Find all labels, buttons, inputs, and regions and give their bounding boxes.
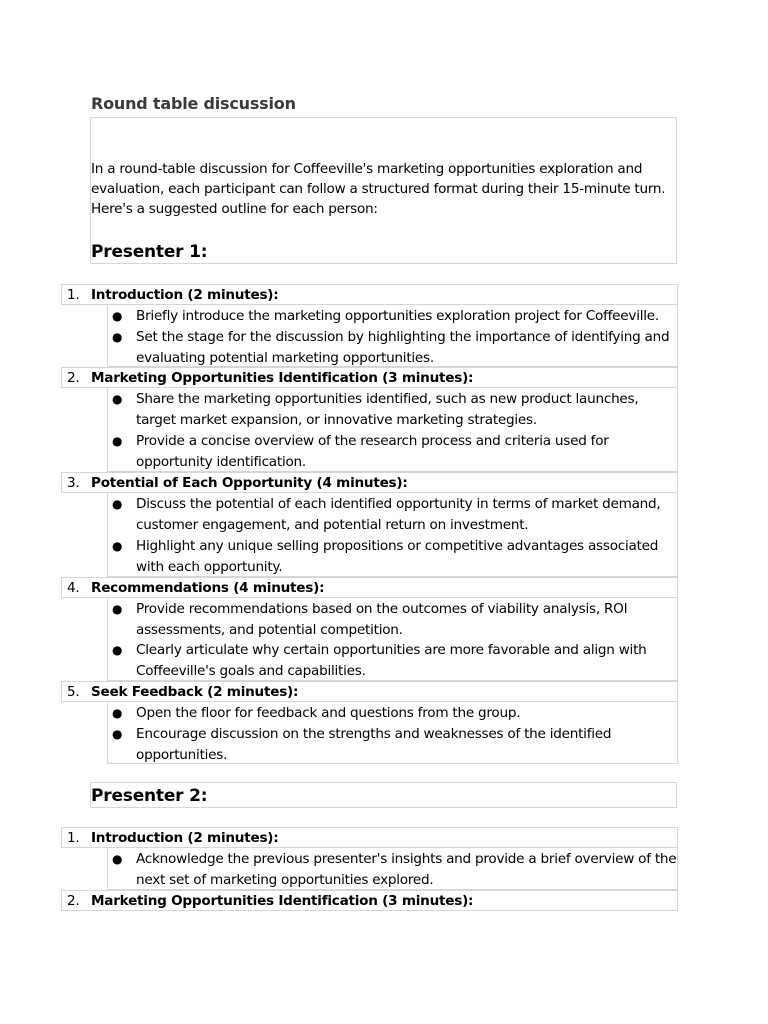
item-number: 4.	[67, 580, 80, 596]
bullet-icon: ●	[112, 539, 123, 553]
intro-paragraph: In a round-table discussion for Coffeeville's marketing opportunities exploration and evaluation, each participant can follow a structured format during their 15-minute turn. Here's a suggested outline for each person:	[91, 161, 666, 217]
item-number: 2.	[67, 370, 80, 386]
item-title: Introduction (2 minutes):	[91, 830, 279, 846]
bullet-icon: ●	[112, 309, 123, 323]
bullet-text: Briefly introduce the marketing opportunities exploration project for Coffeeville.	[136, 308, 659, 324]
outline-item-row	[61, 681, 678, 702]
item-title: Seek Feedback (2 minutes):	[91, 684, 299, 700]
item-title: Marketing Opportunities Identification (3 minutes):	[91, 370, 474, 386]
bullet-icon: ●	[112, 497, 123, 511]
outline-item-row	[61, 367, 678, 388]
bullet-text: Open the floor for feedback and questions from the group.	[136, 705, 521, 721]
outline-item-row	[61, 577, 678, 598]
bullet-text: Set the stage for the discussion by highlighting the importance of identifying and evaluating potential marketing opportunities.	[136, 329, 670, 366]
item-number: 5.	[67, 684, 80, 700]
item-title: Potential of Each Opportunity (4 minutes):	[91, 475, 408, 491]
page-heading: Round table discussion	[91, 94, 296, 113]
bullet-text: Encourage discussion on the strengths and weaknesses of the identified opportunities.	[136, 726, 612, 763]
bullet-icon: ●	[112, 643, 123, 657]
bullet-list	[107, 847, 678, 890]
bullet-icon: ●	[112, 852, 123, 866]
bullet-icon: ●	[112, 602, 123, 616]
item-number: 3.	[67, 475, 80, 491]
bullet-list	[107, 304, 678, 367]
bullet-list	[107, 387, 678, 472]
bullet-text: Share the marketing opportunities identified, such as new product launches, target market expansion, or innovative marketing strategies.	[136, 391, 639, 428]
outline-item-row	[61, 890, 678, 911]
item-title: Introduction (2 minutes):	[91, 287, 279, 303]
bullet-icon: ●	[112, 330, 123, 344]
outline-item-row	[61, 472, 678, 493]
bullet-text: Provide recommendations based on the outcomes of viability analysis, ROI assessments, and potential competition.	[136, 601, 628, 638]
bullet-text: Highlight any unique selling propositions or competitive advantages associated with each opportunity.	[136, 538, 659, 575]
outline-item-row	[61, 827, 678, 848]
item-number: 1.	[67, 287, 80, 303]
bullet-text: Acknowledge the previous presenter's insights and provide a brief overview of the next set of marketing opportunities explored.	[136, 851, 677, 888]
bullet-list	[107, 492, 678, 577]
item-number: 1.	[67, 830, 80, 846]
bullet-list	[107, 597, 678, 681]
presenter-2-heading: Presenter 2:	[91, 786, 208, 806]
bullet-text: Discuss the potential of each identified opportunity in terms of market demand, customer engagement, and potential return on investment.	[136, 496, 661, 533]
item-title: Marketing Opportunities Identification (3 minutes):	[91, 893, 474, 909]
bullet-icon: ●	[112, 727, 123, 741]
bullet-list	[107, 701, 678, 764]
bullet-icon: ●	[112, 392, 123, 406]
presenter-1-heading: Presenter 1:	[91, 242, 208, 262]
outline-item-row	[61, 284, 678, 305]
bullet-icon: ●	[112, 706, 123, 720]
bullet-text: Provide a concise overview of the research process and criteria used for opportunity identification.	[136, 433, 609, 470]
bullet-icon: ●	[112, 434, 123, 448]
item-number: 2.	[67, 893, 80, 909]
item-title: Recommendations (4 minutes):	[91, 580, 325, 596]
bullet-text: Clearly articulate why certain opportunities are more favorable and align with Coffeeville's goals and capabilities.	[136, 642, 647, 679]
